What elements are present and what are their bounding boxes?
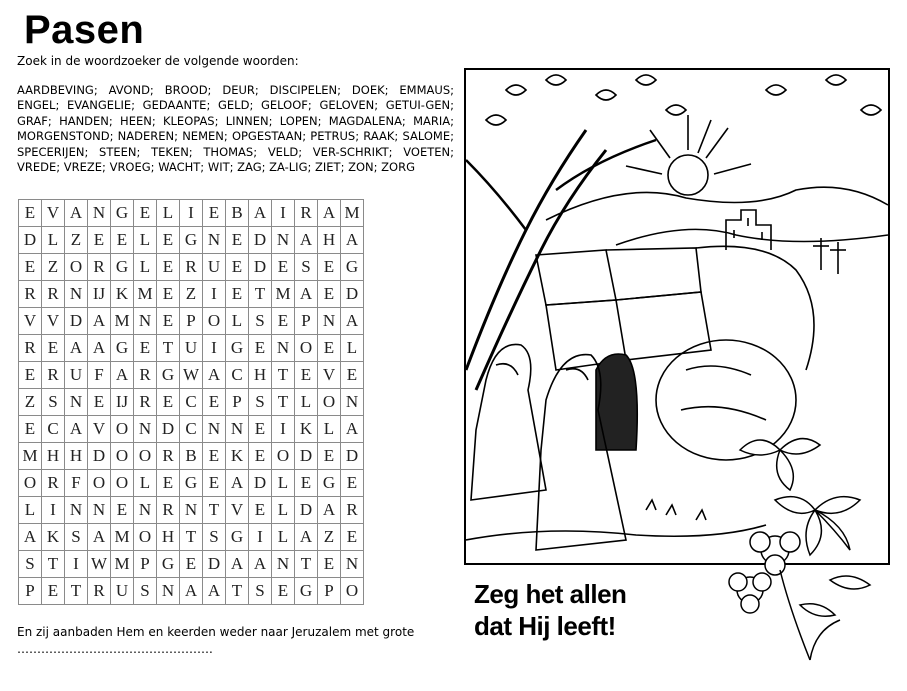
grid-cell: E xyxy=(318,335,341,362)
grid-row xyxy=(19,281,364,308)
grid-cell: N xyxy=(318,308,341,335)
grid-cell: O xyxy=(65,254,88,281)
grid-cell: T xyxy=(226,578,249,605)
grid-cell: N xyxy=(134,308,157,335)
grid-cell: N xyxy=(157,578,180,605)
grid-cell: P xyxy=(318,578,341,605)
grid-cell: A xyxy=(295,524,318,551)
grid-cell: G xyxy=(111,200,134,227)
grid-cell: E xyxy=(157,308,180,335)
slogan-line-1: Zeg het allen xyxy=(474,579,627,609)
grid-cell: U xyxy=(111,578,134,605)
grid-row xyxy=(19,443,364,470)
grid-cell: P xyxy=(295,308,318,335)
grid-cell: L xyxy=(157,200,180,227)
grid-cell: A xyxy=(341,227,364,254)
grid-cell: D xyxy=(157,416,180,443)
grid-cell: R xyxy=(134,389,157,416)
grid-cell: G xyxy=(226,524,249,551)
grid-cell: I xyxy=(65,551,88,578)
grid-cell: R xyxy=(134,362,157,389)
slogan xyxy=(474,578,626,642)
grid-cell: T xyxy=(272,389,295,416)
slogan-line-2: dat Hij leeft! xyxy=(474,611,616,641)
grid-cell: E xyxy=(249,497,272,524)
grid-cell: E xyxy=(157,227,180,254)
grid-cell: I xyxy=(203,335,226,362)
grid-cell: A xyxy=(318,200,341,227)
grid-cell: E xyxy=(19,416,42,443)
grid-cell: S xyxy=(42,389,65,416)
grid-cell: E xyxy=(249,335,272,362)
grid-cell: D xyxy=(88,443,111,470)
grid-cell: R xyxy=(180,254,203,281)
grid-cell: Z xyxy=(65,227,88,254)
grid-cell: E xyxy=(180,551,203,578)
footer-sentence: En zij aanbaden Hem en keerden weder naar Jeruzalem met grote …………………………………………. xyxy=(17,625,415,656)
instruction-text: Zoek in de woordzoeker de volgende woorden: xyxy=(17,54,299,68)
grid-cell: I xyxy=(180,200,203,227)
grid-cell: E xyxy=(203,389,226,416)
grid-cell: R xyxy=(88,578,111,605)
grid-row xyxy=(19,389,364,416)
grid-cell: N xyxy=(341,389,364,416)
grid-cell: N xyxy=(88,200,111,227)
grid-cell: G xyxy=(226,335,249,362)
grid-cell: E xyxy=(111,497,134,524)
grid-cell: U xyxy=(65,362,88,389)
grid-cell: O xyxy=(88,470,111,497)
grid-cell: E xyxy=(341,524,364,551)
grid-cell: P xyxy=(180,308,203,335)
grid-cell: A xyxy=(249,551,272,578)
grid-row xyxy=(19,362,364,389)
grid-cell: R xyxy=(19,335,42,362)
grid-cell: Z xyxy=(42,254,65,281)
grid-cell: C xyxy=(226,362,249,389)
grid-cell: E xyxy=(295,470,318,497)
grid-cell: O xyxy=(295,335,318,362)
grid-cell: A xyxy=(226,551,249,578)
grid-cell: A xyxy=(226,470,249,497)
grid-cell: E xyxy=(157,470,180,497)
grid-cell: E xyxy=(318,551,341,578)
grid-cell: A xyxy=(341,308,364,335)
grid-cell: T xyxy=(295,551,318,578)
grid-cell: C xyxy=(180,416,203,443)
grid-cell: N xyxy=(226,416,249,443)
grid-cell: A xyxy=(203,578,226,605)
grid-cell: B xyxy=(226,200,249,227)
grid-cell: E xyxy=(134,335,157,362)
grid-cell: L xyxy=(318,416,341,443)
grid-cell: W xyxy=(88,551,111,578)
grid-cell: E xyxy=(19,254,42,281)
grid-cell: E xyxy=(226,281,249,308)
grid-cell: L xyxy=(226,308,249,335)
grid-cell: E xyxy=(318,281,341,308)
grid-cell: E xyxy=(42,578,65,605)
grid-cell: R xyxy=(341,497,364,524)
grid-cell: P xyxy=(19,578,42,605)
grid-cell: O xyxy=(19,470,42,497)
lily-flowers-icon xyxy=(720,430,900,670)
word-search-grid xyxy=(18,199,364,605)
page-title: Pasen xyxy=(24,8,145,52)
grid-cell: D xyxy=(341,281,364,308)
grid-cell: E xyxy=(203,443,226,470)
grid-cell: I xyxy=(272,200,295,227)
grid-cell: L xyxy=(19,497,42,524)
grid-cell: D xyxy=(295,497,318,524)
grid-cell: A xyxy=(65,200,88,227)
grid-cell: G xyxy=(111,254,134,281)
grid-cell: M xyxy=(111,551,134,578)
grid-cell: M xyxy=(111,524,134,551)
grid-cell: E xyxy=(19,362,42,389)
grid-cell: A xyxy=(111,362,134,389)
grid-cell: G xyxy=(295,578,318,605)
grid-cell: A xyxy=(88,524,111,551)
grid-cell: R xyxy=(157,443,180,470)
grid-cell: S xyxy=(65,524,88,551)
grid-cell: N xyxy=(65,281,88,308)
grid-cell: N xyxy=(341,551,364,578)
grid-cell: V xyxy=(42,308,65,335)
grid-cell: D xyxy=(249,227,272,254)
grid-cell: D xyxy=(295,443,318,470)
grid-cell: O xyxy=(111,470,134,497)
grid-cell: R xyxy=(42,470,65,497)
grid-cell: O xyxy=(134,524,157,551)
grid-cell: V xyxy=(42,200,65,227)
grid-cell: K xyxy=(226,443,249,470)
grid-cell: A xyxy=(295,281,318,308)
grid-cell: E xyxy=(19,200,42,227)
grid-cell: L xyxy=(341,335,364,362)
grid-cell: D xyxy=(249,254,272,281)
grid-cell: N xyxy=(65,389,88,416)
grid-cell: H xyxy=(157,524,180,551)
grid-cell: A xyxy=(249,200,272,227)
grid-cell: O xyxy=(203,308,226,335)
grid-cell: T xyxy=(65,578,88,605)
grid-cell: E xyxy=(249,416,272,443)
grid-row xyxy=(19,254,364,281)
grid-cell: G xyxy=(180,227,203,254)
grid-cell: T xyxy=(42,551,65,578)
grid-cell: H xyxy=(65,443,88,470)
grid-row xyxy=(19,335,364,362)
grid-cell: E xyxy=(341,470,364,497)
grid-cell: S xyxy=(134,578,157,605)
grid-cell: T xyxy=(203,497,226,524)
grid-cell: C xyxy=(180,389,203,416)
grid-cell: A xyxy=(65,335,88,362)
grid-cell: L xyxy=(134,254,157,281)
grid-cell: D xyxy=(249,470,272,497)
grid-cell: D xyxy=(341,443,364,470)
grid-cell: K xyxy=(42,524,65,551)
grid-cell: E xyxy=(157,254,180,281)
grid-cell: A xyxy=(65,416,88,443)
grid-row xyxy=(19,578,364,605)
grid-cell: N xyxy=(272,551,295,578)
grid-cell: E xyxy=(341,362,364,389)
grid-cell: O xyxy=(318,389,341,416)
grid-row xyxy=(19,497,364,524)
grid-cell: M xyxy=(272,281,295,308)
grid-cell: E xyxy=(295,362,318,389)
grid-cell: O xyxy=(111,443,134,470)
grid-cell: IJ xyxy=(111,389,134,416)
grid-cell: I xyxy=(203,281,226,308)
grid-cell: M xyxy=(111,308,134,335)
grid-cell: L xyxy=(42,227,65,254)
grid-cell: S xyxy=(203,524,226,551)
grid-cell: L xyxy=(134,227,157,254)
grid-row xyxy=(19,470,364,497)
grid-cell: D xyxy=(203,551,226,578)
grid-cell: V xyxy=(226,497,249,524)
grid-cell: T xyxy=(249,281,272,308)
grid-row xyxy=(19,524,364,551)
grid-cell: T xyxy=(180,524,203,551)
grid-cell: G xyxy=(318,470,341,497)
grid-cell: A xyxy=(88,308,111,335)
grid-cell: E xyxy=(272,578,295,605)
grid-cell: E xyxy=(203,200,226,227)
grid-cell: B xyxy=(180,443,203,470)
grid-cell: Z xyxy=(19,389,42,416)
grid-cell: V xyxy=(19,308,42,335)
grid-cell: IJ xyxy=(88,281,111,308)
grid-cell: S xyxy=(295,254,318,281)
grid-cell: N xyxy=(203,227,226,254)
grid-cell: K xyxy=(111,281,134,308)
grid-cell: E xyxy=(226,254,249,281)
grid-cell: R xyxy=(19,281,42,308)
word-list: AARDBEVING; AVOND; BROOD; DEUR; DISCIPELEN; DOEK; EMMAUS; ENGEL; EVANGELIE; GEDAANTE; GELD; GELOOF; GELOVEN; GETUI-GEN; GRAF; HANDEN; HEEN; KLEOPAS; LINNEN; LOPEN; MAGDALENA; MARIA; MORGENSTOND; NADEREN; NEMEN; OPGESTAAN; PETRUS; RAAK; SALOME; SPECERIJEN; STEEN; TEKEN; THOMAS; VELD; VER-SCHRIKT; VOETEN; VREDE; VREZE; VROEG; WACHT; WIT; ZAG; ZA-LIG; ZIET; ZON; ZORG xyxy=(17,83,454,175)
grid-cell: E xyxy=(88,389,111,416)
grid-cell: E xyxy=(157,281,180,308)
grid-cell: G xyxy=(157,551,180,578)
grid-cell: S xyxy=(19,551,42,578)
grid-cell: N xyxy=(203,416,226,443)
grid-cell: O xyxy=(111,416,134,443)
grid-cell: P xyxy=(226,389,249,416)
grid-cell: S xyxy=(249,308,272,335)
grid-cell: E xyxy=(318,254,341,281)
grid-cell: I xyxy=(272,416,295,443)
grid-row xyxy=(19,227,364,254)
grid-row xyxy=(19,308,364,335)
grid-cell: E xyxy=(111,227,134,254)
grid-cell: R xyxy=(157,497,180,524)
grid-cell: F xyxy=(88,362,111,389)
grid-cell: G xyxy=(157,362,180,389)
grid-cell: N xyxy=(134,497,157,524)
grid-cell: O xyxy=(272,443,295,470)
grid-cell: S xyxy=(249,389,272,416)
grid-cell: U xyxy=(203,254,226,281)
grid-cell: O xyxy=(341,578,364,605)
grid-cell: I xyxy=(249,524,272,551)
grid-cell: P xyxy=(134,551,157,578)
grid-cell: V xyxy=(88,416,111,443)
grid-cell: F xyxy=(65,470,88,497)
grid-cell: E xyxy=(272,254,295,281)
grid-cell: Z xyxy=(318,524,341,551)
grid-cell: G xyxy=(111,335,134,362)
grid-cell: M xyxy=(341,200,364,227)
grid-row xyxy=(19,200,364,227)
grid-cell: D xyxy=(19,227,42,254)
grid-cell: E xyxy=(88,227,111,254)
grid-cell: N xyxy=(272,227,295,254)
grid-cell: H xyxy=(249,362,272,389)
grid-cell: Z xyxy=(180,281,203,308)
grid-cell: E xyxy=(134,200,157,227)
grid-cell: E xyxy=(42,335,65,362)
grid-cell: A xyxy=(203,362,226,389)
grid-cell: E xyxy=(157,389,180,416)
grid-cell: E xyxy=(226,227,249,254)
grid-cell: L xyxy=(295,389,318,416)
grid-cell: L xyxy=(272,470,295,497)
grid-cell: G xyxy=(180,470,203,497)
grid-cell: T xyxy=(157,335,180,362)
grid-cell: U xyxy=(180,335,203,362)
grid-cell: O xyxy=(134,443,157,470)
grid-cell: M xyxy=(19,443,42,470)
grid-cell: R xyxy=(42,362,65,389)
grid-cell: N xyxy=(134,416,157,443)
grid-cell: T xyxy=(272,362,295,389)
grid-cell: R xyxy=(295,200,318,227)
grid-cell: N xyxy=(65,497,88,524)
grid-cell: R xyxy=(42,281,65,308)
grid-cell: H xyxy=(42,443,65,470)
grid-cell: S xyxy=(249,578,272,605)
grid-cell: D xyxy=(65,308,88,335)
grid-cell: A xyxy=(180,578,203,605)
grid-row xyxy=(19,416,364,443)
grid-cell: G xyxy=(341,254,364,281)
grid-cell: A xyxy=(19,524,42,551)
grid-cell: L xyxy=(134,470,157,497)
grid-cell: A xyxy=(88,335,111,362)
grid-cell: E xyxy=(318,443,341,470)
grid-cell: E xyxy=(203,470,226,497)
grid-cell: N xyxy=(88,497,111,524)
grid-cell: E xyxy=(249,443,272,470)
grid-cell: E xyxy=(272,308,295,335)
grid-cell: C xyxy=(42,416,65,443)
grid-cell: A xyxy=(295,227,318,254)
grid-cell: I xyxy=(42,497,65,524)
grid-cell: N xyxy=(272,335,295,362)
grid-cell: M xyxy=(134,281,157,308)
grid-row xyxy=(19,551,364,578)
sun-icon xyxy=(668,155,708,195)
grid-cell: K xyxy=(295,416,318,443)
grid-cell: N xyxy=(180,497,203,524)
grid-cell: L xyxy=(272,497,295,524)
grid-cell: R xyxy=(88,254,111,281)
grid-cell: V xyxy=(318,362,341,389)
grid-cell: A xyxy=(318,497,341,524)
grid-cell: H xyxy=(318,227,341,254)
grid-cell: L xyxy=(272,524,295,551)
grid-cell: A xyxy=(341,416,364,443)
grid-cell: W xyxy=(180,362,203,389)
